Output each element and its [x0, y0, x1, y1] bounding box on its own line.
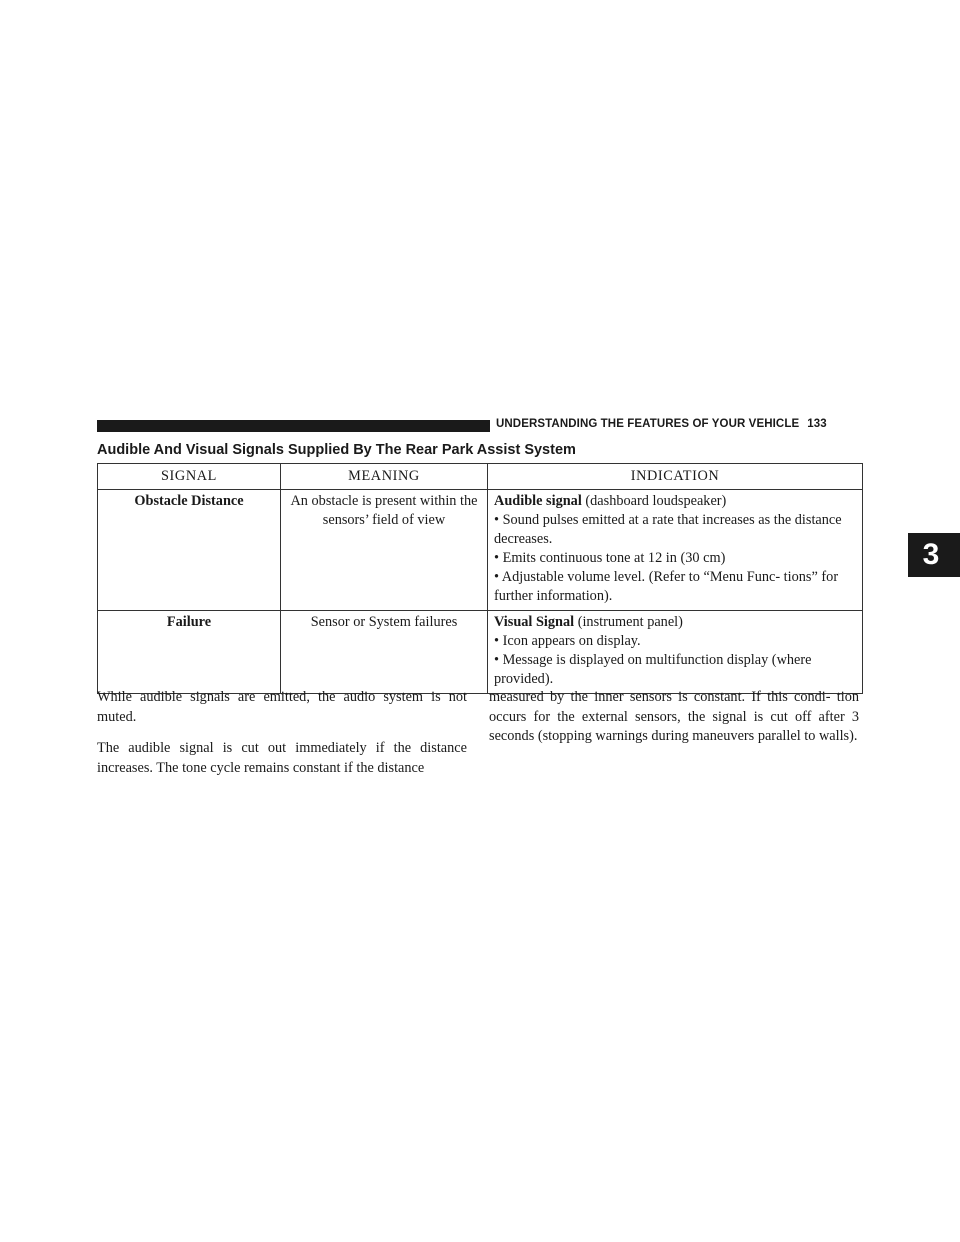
indication-title: Audible signal: [494, 493, 582, 509]
indication-bullet: • Sound pulses emitted at a rate that increases as the distance decreases.: [494, 512, 842, 547]
page-number: 133: [807, 418, 827, 430]
indication-bullet: • Icon appears on display.: [494, 633, 641, 649]
body-paragraph: While audible signals are emitted, the audio system is not muted.: [97, 689, 467, 725]
running-header: [496, 418, 827, 430]
indication-bullet: • Message is displayed on multifunction display (where provided).: [494, 652, 812, 687]
signals-table: [97, 463, 863, 694]
chapter-title: UNDERSTANDING THE FEATURES OF YOUR VEHICLE: [496, 418, 800, 430]
indication-bullet: • Emits continuous tone at 12 in (30 cm): [494, 550, 726, 566]
table-row: [98, 490, 863, 611]
signal-cell: [98, 611, 281, 694]
meaning-cell: Sensor or System failures: [281, 611, 488, 694]
table-row: [98, 611, 863, 694]
signal-cell: [98, 490, 281, 611]
indication-cell: [488, 490, 863, 611]
body-column-right: [489, 688, 859, 759]
indication-bullet: • Adjustable volume level. (Refer to “Menu Func- tions” for further information).: [494, 569, 839, 604]
indication-note: (dashboard loudspeaker): [585, 493, 727, 509]
section-title: Audible And Visual Signals Supplied By The Rear Park Assist System: [97, 442, 576, 458]
column-header-meaning: MEANING: [281, 464, 488, 490]
signal-name: Obstacle Distance: [134, 493, 244, 509]
body-paragraph: measured by the inner sensors is constant. If this condi- tion occurs for the external sensors, the signal is cut off after 3 seconds (stopping warnings during maneuvers parallel to walls).: [489, 689, 859, 744]
body-paragraph: The audible signal is cut out immediately if the distance increases. The tone cycle remains constant if the distance: [97, 740, 467, 776]
header-rule: [97, 420, 490, 432]
indication-title: Visual Signal: [494, 614, 575, 630]
column-header-signal: SIGNAL: [98, 464, 281, 490]
meaning-cell: An obstacle is present within the sensors’ field of view: [281, 490, 488, 611]
chapter-tab: 3: [908, 533, 960, 577]
indication-note: (instrument panel): [577, 614, 683, 630]
table-header-row: [98, 464, 863, 490]
signal-name: Failure: [166, 614, 212, 630]
body-column-left: [97, 688, 467, 790]
indication-cell: [488, 611, 863, 694]
column-header-indication: INDICATION: [488, 464, 863, 490]
